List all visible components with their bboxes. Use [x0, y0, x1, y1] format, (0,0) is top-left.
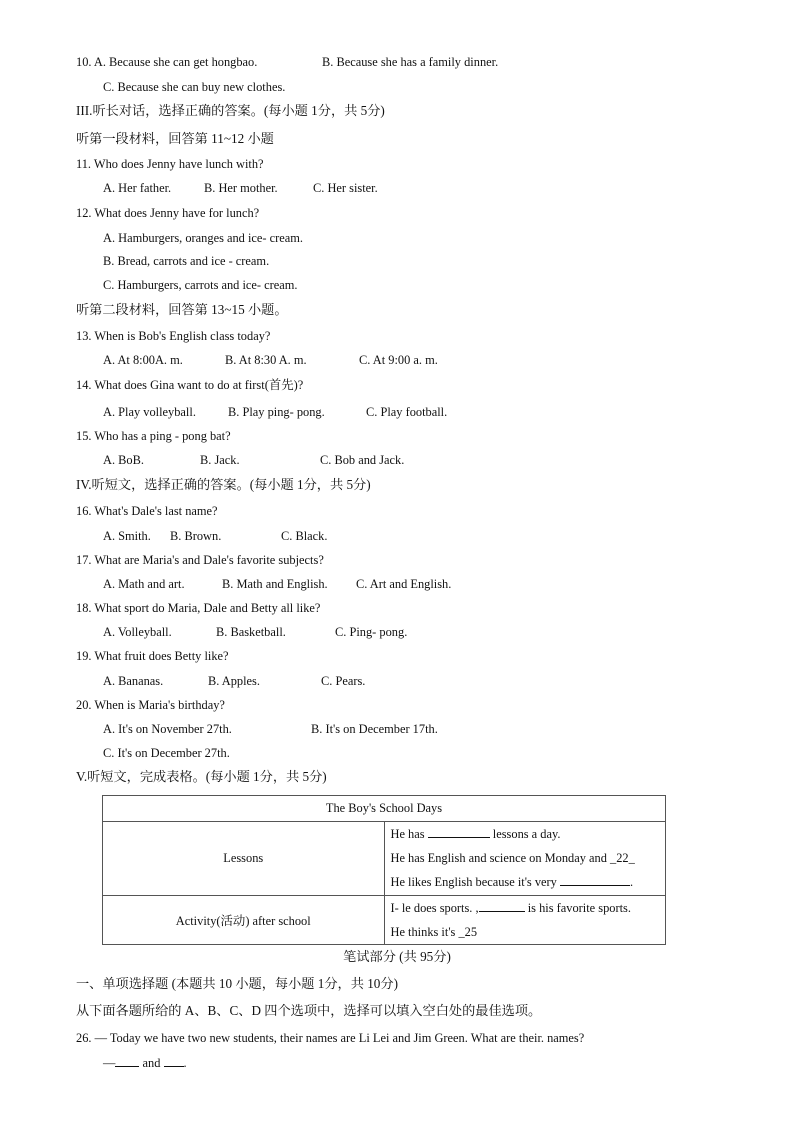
activity-line-2: He thinks it's _25 — [390, 924, 478, 939]
q14-option-b: B. Play ping- pong. — [228, 405, 325, 419]
q18-stem: 18. What sport do Maria, Dale and Betty all like? — [76, 601, 321, 615]
q18-option-a: A. Volleyball. — [103, 625, 172, 639]
q15-option-b: B. Jack. — [200, 453, 240, 467]
q11-option-b: B. Her mother. — [204, 181, 278, 195]
section-3-sub2: 听第二段材料，回答第 13~15 小题。 — [76, 302, 288, 317]
blank-23[interactable] — [560, 874, 630, 886]
q10-option-b: B. Because she has a family dinner. — [322, 55, 499, 69]
lessons-line-3: He likes English because it's very . — [390, 875, 634, 890]
q13-stem: 13. When is Bob's English class today? — [76, 329, 271, 343]
activity-cell — [384, 895, 666, 944]
q17-option-b: B. Math and English. — [222, 577, 328, 591]
q14-option-a: A. Play volleyball. — [103, 405, 196, 419]
written-part-title: 笔试部分 (共 95分) — [343, 949, 451, 964]
q18-option-b: B. Basketball. — [216, 625, 286, 639]
section-3-sub1: 听第一段材料，回答第 11~12 小题 — [76, 131, 274, 146]
blank-q26-1[interactable] — [115, 1055, 139, 1067]
q12-option-b: B. Bread, carrots and ice - cream. — [103, 254, 270, 268]
q17-stem: 17. What are Maria's and Dale's favorite subjects? — [76, 553, 324, 567]
q20-option-b: B. It's on December 17th. — [311, 722, 438, 736]
q16-option-a: A. Smith. — [103, 529, 151, 543]
q11-option-c: C. Her sister. — [313, 181, 378, 195]
q19-option-a: A. Bananas. — [103, 674, 164, 688]
part-1-title: 一、单项选择题 (本题共 10 小题，每小题 1分，共 10分) — [76, 976, 398, 991]
q15-option-a: A. BoB. — [103, 453, 144, 467]
q10-option-c: C. Because she can buy new clothes. — [103, 80, 286, 94]
blank-21[interactable] — [428, 826, 490, 838]
q19-option-b: B. Apples. — [208, 674, 260, 688]
part-1-instructions: 从下面各题所给的 A、B、C、D 四个选项中，选择可以填入空白处的最佳选项。 — [76, 1003, 542, 1018]
q17-option-a: A. Math and art. — [103, 577, 185, 591]
q13-option-b: B. At 8:30 A. m. — [225, 353, 307, 367]
q14-option-c: C. Play football. — [366, 405, 448, 419]
q16-option-b: B. Brown. — [170, 529, 222, 543]
q13-option-a: A. At 8:00A. m. — [103, 353, 183, 367]
q20-stem: 20. When is Maria's birthday? — [76, 698, 225, 712]
blank-q26-2[interactable] — [164, 1055, 184, 1067]
q26-stem: 26. — Today we have two new students, their names are Li Lei and Jim Green. What are their. names? — [76, 1031, 585, 1045]
q15-stem: 15. Who has a ping - pong bat? — [76, 429, 231, 443]
q12-stem: 12. What does Jenny have for lunch? — [76, 206, 260, 220]
q12-option-c: C. Hamburgers, carrots and ice- cream. — [103, 278, 298, 292]
q20-option-c: C. It's on December 27th. — [103, 746, 230, 760]
q19-stem: 19. What fruit does Betty like? — [76, 649, 229, 663]
q18-option-c: C. Ping- pong. — [335, 625, 408, 639]
section-4-title: IV.听短文，选择正确的答案。(每小题 1分，共 5分) — [76, 477, 371, 492]
section-5-title: V.听短文，完成表格。(每小题 1分，共 5分) — [76, 769, 327, 784]
lessons-cell — [384, 822, 666, 896]
q12-option-a: A. Hamburgers, oranges and ice- cream. — [103, 231, 304, 245]
school-days-table — [102, 795, 666, 945]
q17-option-c: C. Art and English. — [356, 577, 452, 591]
lessons-line-2: He has English and science on Monday and _22_ — [390, 851, 635, 866]
activity-label: Activity(活动) after school — [103, 895, 385, 944]
q11-stem: 11. Who does Jenny have lunch with? — [76, 157, 264, 171]
blank-24[interactable] — [479, 900, 525, 912]
q26-answer-line: — and . — [103, 1056, 187, 1070]
q14-stem: 14. What does Gina want to do at first(首先)? — [76, 378, 304, 392]
q11-option-a: A. Her father. — [103, 181, 172, 195]
q13-option-c: C. At 9:00 a. m. — [359, 353, 438, 367]
q15-option-c: C. Bob and Jack. — [320, 453, 405, 467]
q20-option-a: A. It's on November 27th. — [103, 722, 232, 736]
q19-option-c: C. Pears. — [321, 674, 366, 688]
lessons-line-1: He has lessons a day. — [390, 827, 561, 842]
table-title: The Boy's School Days — [103, 796, 666, 822]
section-3-title: III.听长对话，选择正确的答案。(每小题 1分，共 5分) — [76, 103, 385, 118]
activity-line-1: I- le does sports. , is his favorite sports. — [390, 900, 631, 915]
lessons-label: Lessons — [103, 822, 385, 896]
q16-option-c: C. Black. — [281, 529, 328, 543]
q16-stem: 16. What's Dale's last name? — [76, 504, 218, 518]
q10-stem: 10. A. Because she can get hongbao. — [76, 55, 258, 69]
